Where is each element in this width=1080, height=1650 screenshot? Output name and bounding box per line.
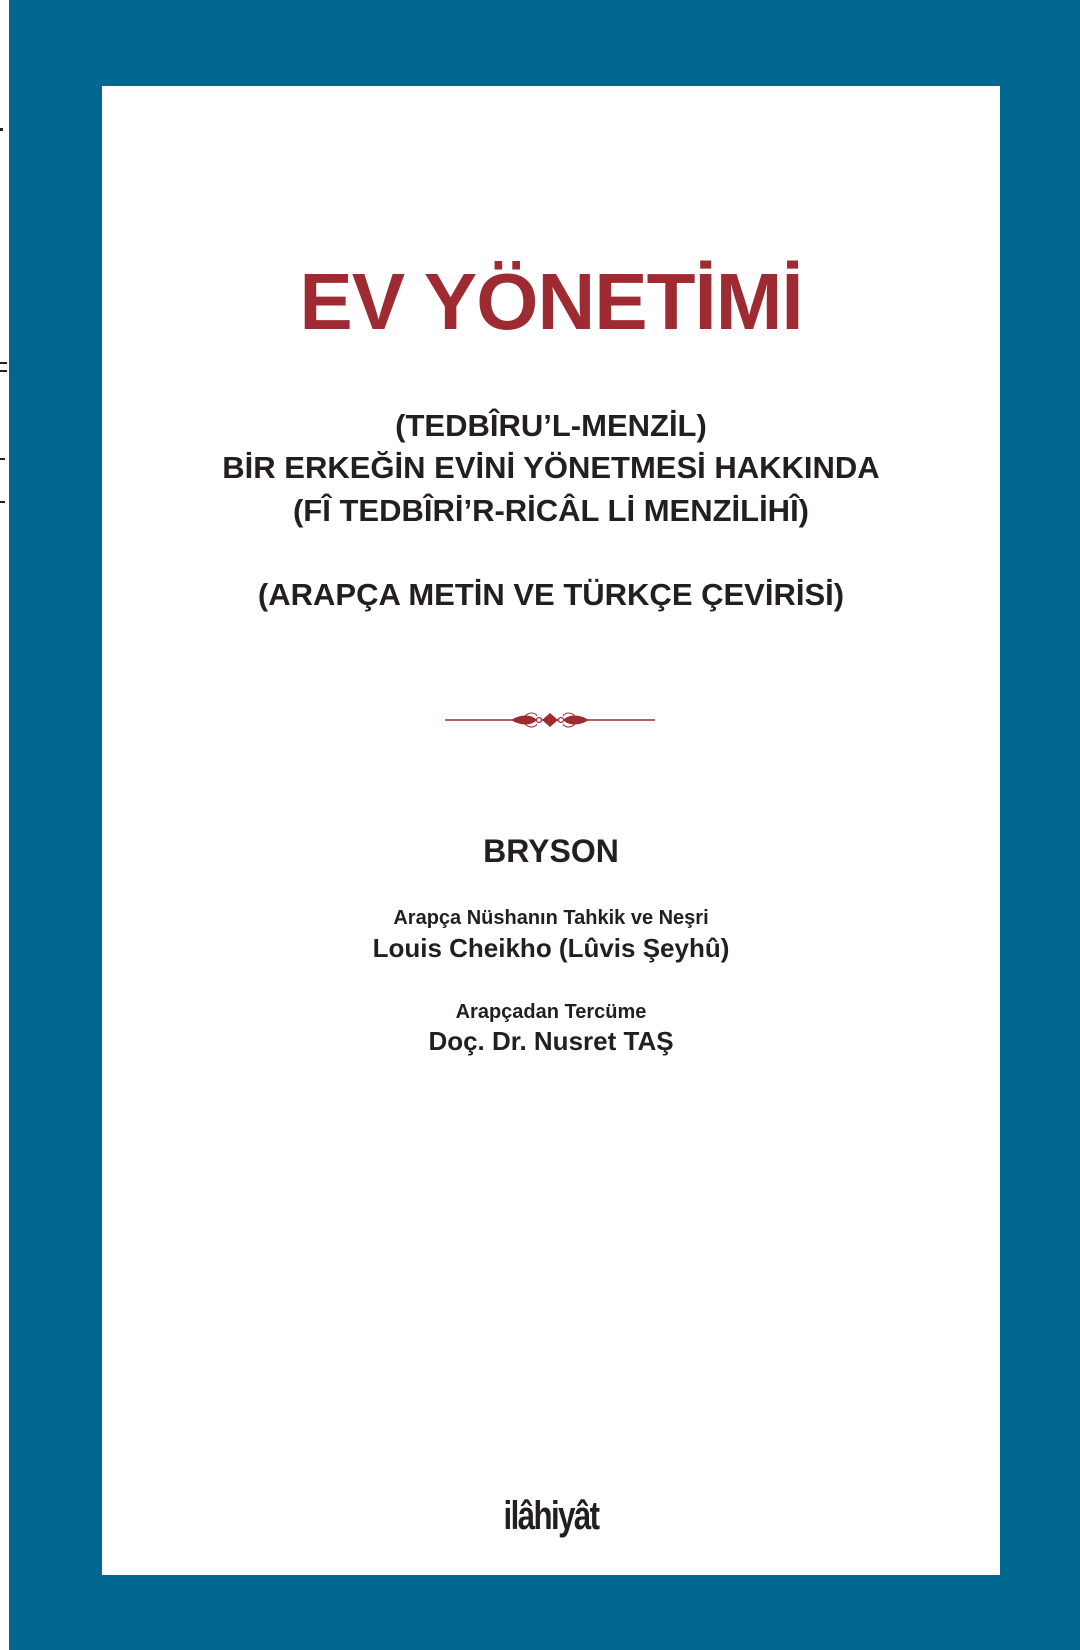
editor-name: Louis Cheikho (Lûvis Şeyhû) (372, 933, 730, 963)
translator-name: Doç. Dr. Nusret TAŞ (428, 1026, 674, 1056)
crop-mark (0, 370, 7, 372)
author-name: BRYSON (483, 833, 619, 869)
ornament-divider (445, 710, 655, 730)
publisher-logo: ilâhiyât (503, 1494, 599, 1538)
editor-role: Arapça Nüshanın Tahkik ve Neşri (393, 907, 709, 929)
crop-mark (0, 501, 5, 503)
book-title: EV YÖNETİMİ (299, 257, 803, 346)
title-page (102, 86, 1000, 1575)
subtitle-line-1: (TEDBÎRU’L-MENZİL) (395, 408, 707, 443)
subtitle-line-4: (ARAPÇA METİN VE TÜRKÇE ÇEVİRİSİ) (257, 577, 845, 612)
crop-mark (0, 128, 3, 131)
crop-mark (0, 362, 7, 364)
crop-mark (0, 458, 5, 460)
cover-frame (9, 0, 1080, 1650)
translator-role: Arapçadan Tercüme (455, 1001, 647, 1023)
subtitle-line-2: BİR ERKEĞİN EVİNİ YÖNETMESİ HAKKINDA (222, 450, 880, 485)
subtitle-line-3: (FÎ TEDBÎRİ’R-RİCÂL Lİ MENZİLİHÎ) (292, 493, 810, 528)
